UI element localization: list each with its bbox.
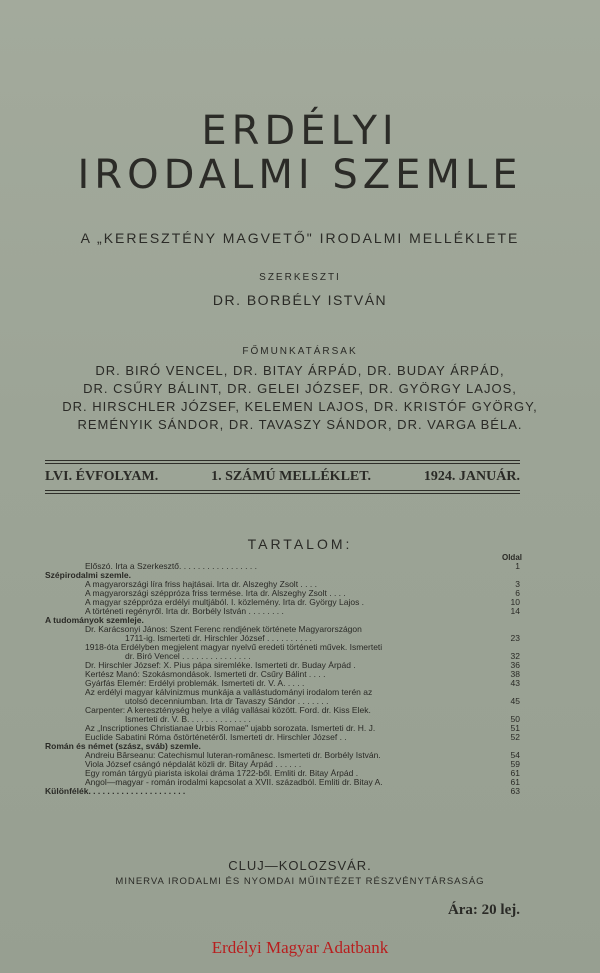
toc-entry bbox=[45, 580, 520, 589]
toc-entry-text: Előszó. Irta a Szerkesztő. . . . . . . . . . . . . . . . . bbox=[85, 562, 257, 571]
toc-entry bbox=[45, 661, 520, 670]
toc-entry bbox=[45, 787, 520, 796]
toc-entry bbox=[45, 643, 520, 652]
collaborators-line: DR. HIRSCHLER JÓZSEF, KELEMEN LAJOS, DR. KRISTÓF GYÖRGY, bbox=[62, 399, 538, 414]
toc-entry-text: dr. Biró Vencel . . . . . . . . . . . . . . . bbox=[125, 652, 251, 661]
toc-entry-text: Angol—magyar - román irodalmi kapcsolat a XVII. századból. Emliti dr. Bitay A. bbox=[85, 778, 383, 787]
toc-entry-text: Román és német (szász, sváb) szemle. bbox=[45, 742, 201, 751]
toc-entry bbox=[45, 778, 520, 787]
collaborators-line: DR. BIRÓ VENCEL, DR. BITAY ÁRPÁD, DR. BUDAY ÁRPÁD, bbox=[95, 363, 505, 378]
toc-entry-page: 52 bbox=[510, 732, 520, 742]
toc-entry-page: 6 bbox=[515, 588, 520, 598]
toc-entry-text: Kertész Manó: Szokásmondások. Ismerteti dr. Csűry Bálint . . . . bbox=[85, 670, 326, 679]
toc-entry-text: Euclide Sabatini Róma őstörténetéről. Ismerteti dr. Hirschler József . . bbox=[85, 733, 347, 742]
toc-entry-page: 38 bbox=[510, 669, 520, 679]
toc-entry bbox=[45, 616, 520, 625]
toc-entry bbox=[45, 670, 520, 679]
issue-date: 1924. JANUÁR. bbox=[423, 469, 520, 484]
toc-entry-page: 14 bbox=[510, 606, 520, 616]
toc-entry-page: 61 bbox=[510, 768, 520, 778]
toc-entry bbox=[45, 724, 520, 733]
table-of-contents bbox=[45, 562, 520, 796]
toc-entry-page: 10 bbox=[510, 597, 520, 607]
toc-entry-text: Egy román tárgyú piarista iskolai dráma 1722-ből. Emliti dr. Bitay Árpád . bbox=[85, 769, 359, 778]
toc-entry-page: 32 bbox=[510, 651, 520, 661]
toc-entry bbox=[45, 571, 520, 580]
toc-entry-text: A tudományok szemleje. bbox=[45, 616, 144, 625]
divider-top bbox=[45, 460, 520, 461]
toc-entry-text: Az „Inscriptiones Christianae Urbis Romae" ujabb sorozata. Ismerteti dr. H. J. bbox=[85, 724, 376, 733]
toc-entry bbox=[45, 760, 520, 769]
toc-entry bbox=[45, 589, 520, 598]
toc-entry bbox=[45, 742, 520, 751]
toc-entry bbox=[45, 715, 520, 724]
toc-entry bbox=[45, 679, 520, 688]
toc-entry-text: Különfélék. . . . . . . . . . . . . . . . . . . . . bbox=[45, 787, 186, 796]
subtitle: A „KERESZTÉNY MAGVETŐ" IRODALMI MELLÉKLETE bbox=[80, 230, 520, 246]
supplement-number: 1. SZÁMÚ MELLÉKLET. bbox=[211, 469, 372, 484]
toc-entry bbox=[45, 769, 520, 778]
toc-entry bbox=[45, 697, 520, 706]
divider-top-2 bbox=[45, 463, 520, 464]
toc-entry-text: Carpenter: A kereszténység helye a világ vallásai között. Ford. dr. Kiss Elek. bbox=[85, 706, 371, 715]
toc-entry-page: 63 bbox=[510, 786, 520, 796]
toc-entry-page: 45 bbox=[510, 696, 520, 706]
toc-entry-text: 1918-óta Erdélyben megjelent magyar nyelvű eredeti történeti művek. Ismerteti bbox=[85, 643, 383, 652]
toc-entry bbox=[45, 634, 520, 643]
toc-entry bbox=[45, 598, 520, 607]
title-line-2: IRODALMI SZEMLE bbox=[77, 152, 523, 198]
watermark: Erdélyi Magyar Adatbank bbox=[211, 938, 389, 957]
toc-entry bbox=[45, 733, 520, 742]
issue-info bbox=[45, 469, 520, 485]
toc-entry-text: Viola József csángó népdalát közli dr. Bitay Árpád . . . . . . bbox=[85, 760, 302, 769]
toc-entry-page: 43 bbox=[510, 678, 520, 688]
toc-entry bbox=[45, 751, 520, 760]
toc-entry-text: Szépirodalmi szemle. bbox=[45, 571, 131, 580]
toc-entry-page: 1 bbox=[515, 561, 520, 571]
divider-bottom-2 bbox=[45, 493, 520, 494]
publisher-name: MINERVA IRODALMI ÉS NYOMDAI MŰINTÉZET RÉSZVÉNYTÁRSASÁG bbox=[115, 876, 485, 887]
toc-entry bbox=[45, 607, 520, 616]
editor-name: DR. BORBÉLY ISTVÁN bbox=[212, 292, 388, 308]
toc-entry-page: 61 bbox=[510, 777, 520, 787]
toc-entry bbox=[45, 562, 520, 571]
toc-entry-page: 51 bbox=[510, 723, 520, 733]
toc-entry-page: 50 bbox=[510, 714, 520, 724]
toc-entry-page: 23 bbox=[510, 633, 520, 643]
toc-entry-text: Andreiu Bârseanu: Catechismul luteran-românesc. Ismerteti dr. Borbély István. bbox=[85, 751, 381, 760]
toc-entry-page: 54 bbox=[510, 750, 520, 760]
toc-entry-page: 59 bbox=[510, 759, 520, 769]
toc-entry-text: Dr. Hirschler József: X. Pius pápa siremléke. Ismerteti dr. Buday Árpád . bbox=[85, 661, 356, 670]
toc-entry-text: A magyarországi széppróza friss termése. Irta dr. Alszeghy Zsolt . . . . bbox=[85, 589, 346, 598]
toc-heading: TARTALOM: bbox=[247, 536, 353, 552]
toc-entry bbox=[45, 706, 520, 715]
price: Ára: 20 lej. bbox=[447, 902, 520, 918]
editor-label: SZERKESZTI bbox=[259, 272, 341, 283]
toc-entry-page: 36 bbox=[510, 660, 520, 670]
toc-entry bbox=[45, 625, 520, 634]
toc-entry-text: 1711-ig. Ismerteti dr. Hirschler József . . . . . . . . . . bbox=[125, 634, 312, 643]
toc-entry-page: 3 bbox=[515, 579, 520, 589]
toc-entry-text: A történeti regényről. Irta dr. Borbély István . . . . . . . . bbox=[85, 607, 284, 616]
divider-bottom bbox=[45, 490, 520, 491]
collaborators-line: REMÉNYIK SÁNDOR, DR. TAVASZY SÁNDOR, DR. VARGA BÉLA. bbox=[77, 417, 523, 432]
toc-entry-text: Az erdélyi magyar kálvinizmus munkája a vallástudományi irodalom terén az bbox=[85, 688, 373, 697]
page-column-label: Oldal bbox=[501, 553, 522, 562]
toc-entry-text: Ismerteti dr. V. B. . . . . . . . . . . . . . bbox=[125, 715, 251, 724]
publisher-city: CLUJ—KOLOZSVÁR. bbox=[228, 858, 372, 873]
toc-entry-text: Gyárfás Elemér: Erdélyi problemák. Ismerteti dr. V. A. . . . . bbox=[85, 679, 305, 688]
toc-entry-text: A magyar széppróza erdélyi multjából. I. közlemény. Irta dr. György Lajos . bbox=[85, 598, 365, 607]
collaborators-line: DR. CSŰRY BÁLINT, DR. GELEI JÓZSEF, DR. GYÖRGY LAJOS, bbox=[83, 381, 517, 396]
title-line-1: ERDÉLYI bbox=[201, 108, 399, 154]
toc-entry bbox=[45, 652, 520, 661]
toc-entry-text: Dr. Karácsonyi János: Szent Ferenc rendjének története Magyarországon bbox=[85, 625, 362, 634]
volume: LVI. ÉVFOLYAM. bbox=[45, 469, 159, 484]
toc-entry-text: A magyarországi líra friss hajtásai. Irta dr. Alszeghy Zsolt . . . . bbox=[85, 580, 317, 589]
toc-entry-page bbox=[500, 616, 520, 625]
toc-entry bbox=[45, 688, 520, 697]
toc-entry-text: utolsó decenniumban. Irta dr Tavaszy Sándor . . . . . . . bbox=[125, 697, 329, 706]
collaborators-label: FŐMUNKATÁRSAK bbox=[242, 346, 358, 357]
